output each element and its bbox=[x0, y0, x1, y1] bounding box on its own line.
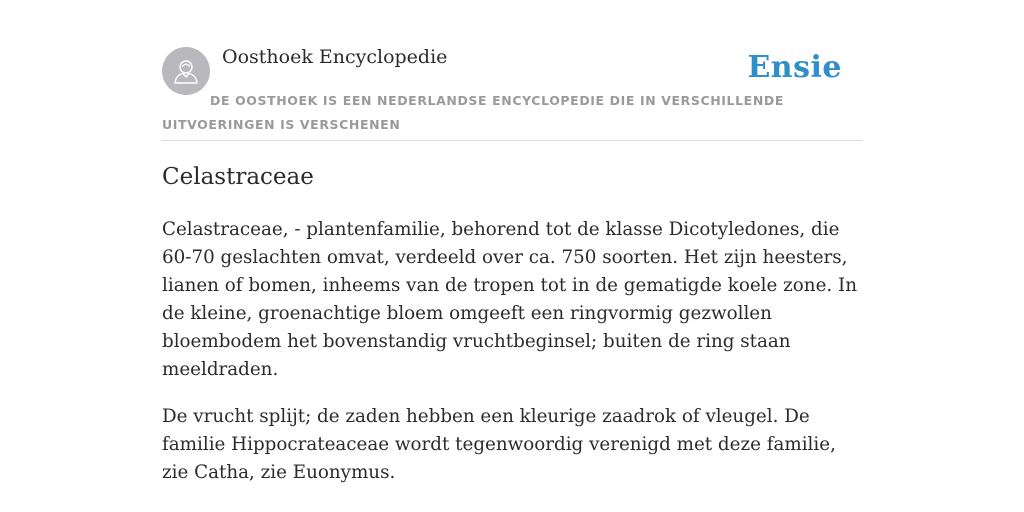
user-avatar-icon bbox=[171, 56, 201, 86]
brand-logo[interactable]: Ensie bbox=[747, 50, 842, 85]
source-header bbox=[162, 0, 862, 141]
article-paragraph: De vrucht splijt; de zaden hebben een kleurige zaadrok of vleugel. De familie Hippocrateaceae wordt tegenwoordig verenigd met deze familie, zie Catha, zie Euonymus. bbox=[162, 406, 836, 483]
source-tagline: DE OOSTHOEK IS EEN NEDERLANDSE ENCYCLOPEDIE DIE IN VERSCHILLENDE UITVOERINGEN IS VERSCHENEN bbox=[162, 93, 784, 132]
article-body bbox=[162, 216, 862, 506]
article-paragraph: Celastraceae, - plantenfamilie, behorend tot de klasse Dicotyledones, die 60-70 geslachten omvat, verdeeld over ca. 750 soorten. Het zijn heesters, lianen of bomen, inheems van de tropen tot in de gematigde koele zone. In de kleine, groenachtige bloem omgeeft een ringvormig gezwollen bloembodem het bovenstandig vruchtbeginsel; buiten de ring staan meeldraden. bbox=[162, 219, 857, 380]
page-container bbox=[162, 0, 862, 483]
article-title: Celastraceae bbox=[162, 164, 314, 190]
source-avatar[interactable] bbox=[162, 47, 210, 95]
source-title[interactable]: Oosthoek Encyclopedie bbox=[222, 46, 448, 68]
